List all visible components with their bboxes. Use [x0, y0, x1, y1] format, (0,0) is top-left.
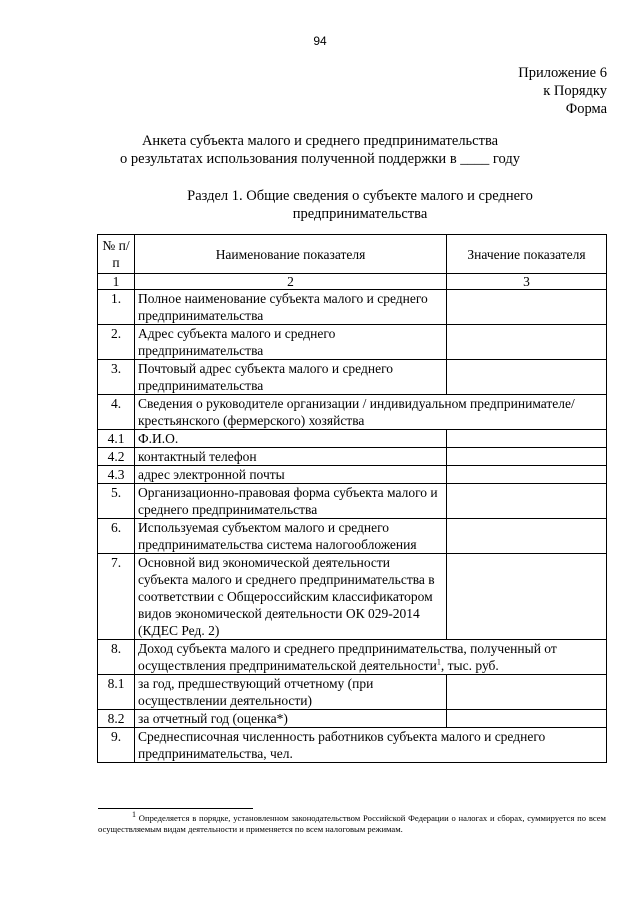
row-value-cell[interactable] — [447, 360, 607, 395]
row-name: Среднесписочная численность работников субъекта малого и среднего предпринимательства, чел. — [135, 728, 607, 763]
row-name-suffix: , тыс. руб. — [440, 658, 499, 673]
row-number: 9. — [98, 728, 135, 763]
row-value-cell[interactable] — [447, 448, 607, 466]
row-number: 5. — [98, 484, 135, 519]
row-name: Адрес субъекта малого и среднего предпринимательства — [135, 325, 447, 360]
table-row — [98, 519, 607, 554]
row-name: Используемая субъектом малого и среднего предпринимательства система налогообложения — [135, 519, 447, 554]
row-number: 1. — [98, 290, 135, 325]
appendix-line: Приложение 6 — [518, 65, 607, 81]
title-line: о результатах использования полученной поддержки в ____ году — [120, 151, 520, 167]
row-value-cell[interactable] — [447, 519, 607, 554]
footnote — [98, 810, 606, 835]
row-value-cell[interactable] — [447, 484, 607, 519]
row-value-cell[interactable] — [447, 430, 607, 448]
table-row — [98, 360, 607, 395]
table-row — [98, 448, 607, 466]
header-name: Наименование показателя — [135, 235, 447, 274]
appendix-line: к Порядку — [543, 83, 607, 99]
appendix-header — [518, 64, 607, 118]
row-value-cell[interactable] — [447, 466, 607, 484]
footnote-text: Определяется в порядке, установленном законодательством Российской Федерации о налогах и сборах, суммируется по всем осуществляемым видам деятельности и применяется по всем налоговым режимам. — [98, 813, 606, 834]
row-value-cell[interactable] — [447, 325, 607, 360]
table-header-row — [98, 235, 607, 274]
row-number: 6. — [98, 519, 135, 554]
table-row — [98, 395, 607, 430]
row-number: 8. — [98, 640, 135, 675]
section-line: Раздел 1. Общие сведения о субъекте малого и среднего — [187, 188, 533, 204]
footnote-reference[interactable]: 1 — [436, 657, 441, 667]
row-name: Основной вид экономической деятельности субъекта малого и среднего предпринимательства в соответствии с Общероссийским классификатором видов экономической деятельности ОК 029-2014 (КДЕС Ред. 2) — [135, 554, 447, 640]
row-value-cell[interactable] — [447, 290, 607, 325]
header-value: Значение показателя — [447, 235, 607, 274]
column-number: 1 — [98, 274, 135, 290]
row-name: адрес электронной почты — [135, 466, 447, 484]
column-number: 2 — [135, 274, 447, 290]
row-number: 2. — [98, 325, 135, 360]
row-name: Полное наименование субъекта малого и среднего предпринимательства — [135, 290, 447, 325]
row-number: 4. — [98, 395, 135, 430]
row-name: Почтовый адрес субъекта малого и среднего предпринимательства — [135, 360, 447, 395]
table-row — [98, 710, 607, 728]
row-name — [135, 640, 607, 675]
row-value-cell[interactable] — [447, 710, 607, 728]
survey-title — [0, 132, 640, 168]
row-number: 7. — [98, 554, 135, 640]
row-number: 8.1 — [98, 675, 135, 710]
row-name: контактный телефон — [135, 448, 447, 466]
appendix-line: Форма — [565, 101, 607, 117]
row-number: 3. — [98, 360, 135, 395]
section-title — [150, 187, 570, 223]
row-number: 8.2 — [98, 710, 135, 728]
title-line: Анкета субъекта малого и среднего предпринимательства — [141, 133, 499, 149]
row-number: 4.3 — [98, 466, 135, 484]
row-value-cell[interactable] — [447, 554, 607, 640]
table-row — [98, 325, 607, 360]
table-row — [98, 466, 607, 484]
row-name-text: Доход субъекта малого и среднего предпринимательства, полученный от осуществления предпринимательской деятельности — [138, 641, 557, 673]
indicator-table — [97, 234, 607, 763]
table-row — [98, 640, 607, 675]
row-name: за отчетный год (оценка*) — [135, 710, 447, 728]
table-row — [98, 728, 607, 763]
column-number-row — [98, 274, 607, 290]
row-name: за год, предшествующий отчетному (при осуществлении деятельности) — [135, 675, 447, 710]
table-row — [98, 290, 607, 325]
table-row — [98, 675, 607, 710]
footnote-separator — [98, 808, 253, 809]
row-number: 4.2 — [98, 448, 135, 466]
row-name: Организационно-правовая форма субъекта малого и среднего предпринимательства — [135, 484, 447, 519]
table-row — [98, 554, 607, 640]
column-number: 3 — [447, 274, 607, 290]
section-line: предпринимательства — [292, 206, 428, 222]
table-row — [98, 484, 607, 519]
row-name: Сведения о руководителе организации / индивидуальном предпринимателе/ крестьянского (фермерского) хозяйства — [135, 395, 607, 430]
row-value-cell[interactable] — [447, 675, 607, 710]
row-number: 4.1 — [98, 430, 135, 448]
row-name: Ф.И.О. — [135, 430, 447, 448]
table-row — [98, 430, 607, 448]
header-num: № п/п — [98, 235, 135, 274]
footnote-marker: 1 — [132, 810, 136, 820]
page-number: 94 — [313, 34, 327, 48]
